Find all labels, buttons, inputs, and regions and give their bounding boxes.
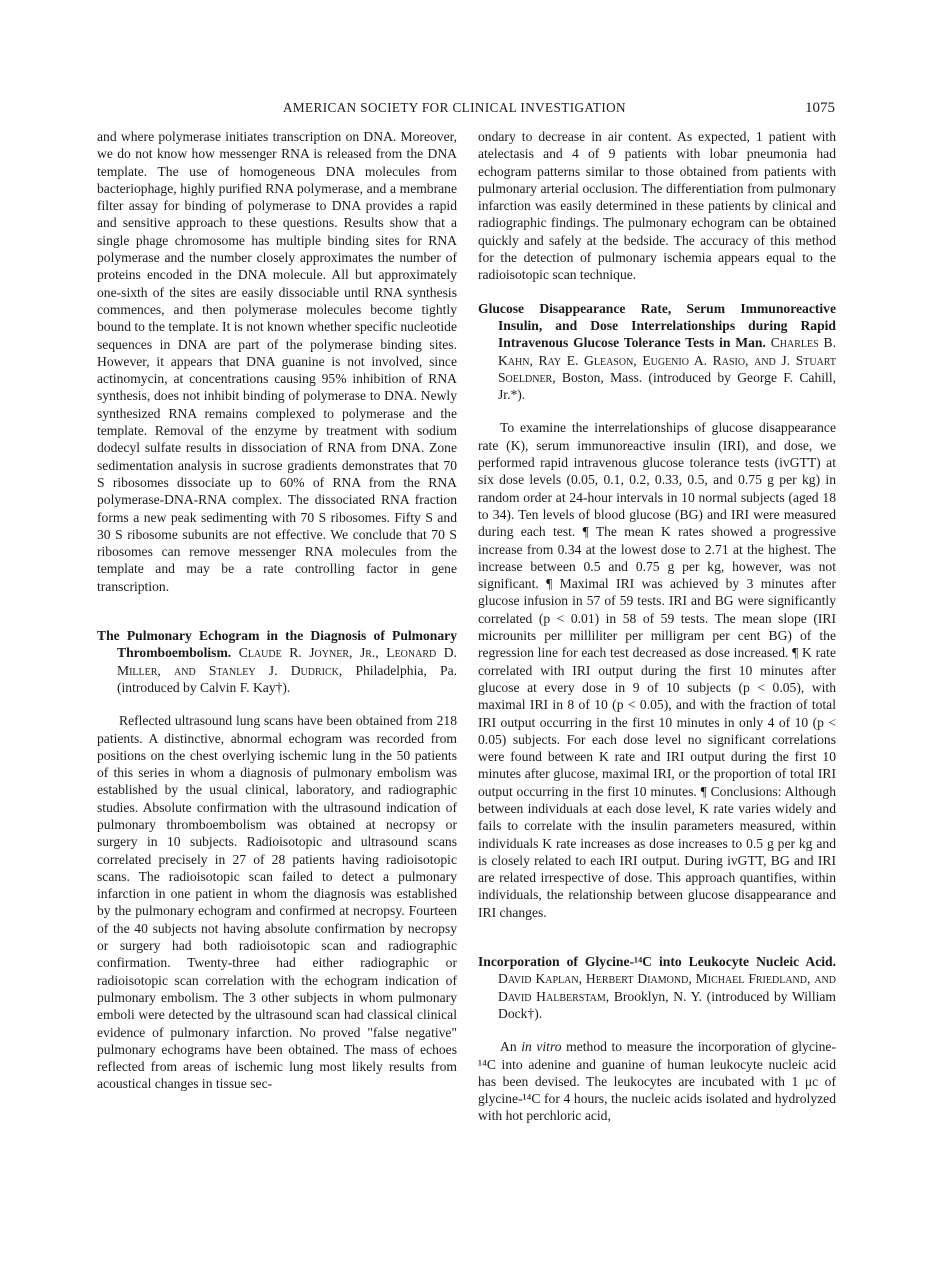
body-text: method to measure the incorporation of glycine-¹⁴C into adenine and guanine of human leukocyte nucleic acid has been devised. The leukocytes are incubated with 1 μc of glycine-¹⁴C for 4 hours, the nucleic acids isolated and hydrolyzed with hot perchloric acid, xyxy=(478,1039,836,1124)
body-prefix: An xyxy=(500,1039,517,1055)
abstract-body: Reflected ultrasound lung scans have been obtained from 218 patients. A distinctive, abnormal echogram was recorded from positions on the chest overlying ischemic lung in the 50 patients of this series in whom a diagnosis of pulmonary embolism was established by the usual clinical, laboratory, and radiographic studies. Absolute confirmation with the ultrasound indication of pulmonary thromboembolism was obtained at necropsy or surgery in 10 subjects. Radioisotopic and ultrasound scans correlated precisely in 27 of 28 patients having radioisotopic scans. The radioisotopic scan failed to detect a pulmonary infarction in one patient in whom the diagnosis was established by the pulmonary echogram and confirmed at necropsy. Fourteen of the 40 subjects not having absolute confirmation by necropsy or surgery had both radioisotopic scan and radiographic confirmation. Twenty-three had either radiographic or radioisotopic scan correlation with the echogram indication of pulmonary embolism. The 3 other subjects in whom pulmonary emboli were detected by the ultrasound scan had classical clinical evidence of pulmonary infarction. No proved "false negative" pulmonary echograms have been obtained. The mass of echoes reflected from areas of ischemic lung most likely results from acoustical changes in tissue sec- xyxy=(97,713,457,1092)
abstract-body: To examine the interrelationships of glucose disappearance rate (K), serum immunoreactive insulin (IRI), and dose, we performed rapid intravenous glucose tolerance tests (ivGTT) at six dose levels (0.05, 0.1, 0.2, 0.33, 0.5, and 0.75 g per kg) in random order at 24-hour intervals in 10 normal subjects (aged 18 to 34). Ten levels of blood glucose (BG) and IRI were measured during each test. ¶ The mean K rates showed a progressive increase from 0.34 at the lowest dose to 2.71 at the highest. The increase between 0.5 and 0.75 g per kg, however, was not significant. ¶ Maximal IRI was achieved by 3 minutes after glucose infusion in 57 of 59 tests. IRI and BG were significantly correlated (p < 0.01) in 58 of 59 tests. The mean slope (IRI microunits per milliliter per milligram per cent BG) of the regression line for each test decreased as dose increased. ¶ K rate correlated with IRI output during the first 10 minutes after glucose at every dose in 9 of 10 subjects (p < 0.05), with maximal IRI in 8 of 10 (p < 0.05), and with the fraction of total IRI output occurring in the first 10 minutes in only 4 of 10 (p < 0.05) subjects. For each dose level no significant correlations were found between K rate and IRI output during the first 10 minutes after glucose, maximal IRI, or the proportion of total IRI output occurring in the first 10 minutes. ¶ Conclusions: Although between individuals at each dose level, K rate varies widely and fails to correlate with the insulin parameters measured, within individuals K rate increases as dose increases to 0.5 g per kg and is closely related to each IRI output. During ivGTT, BG and IRI are related irrespective of dose. This approach quantifies, within individuals, the relationship between glucose disappearance and IRI changes. xyxy=(478,420,836,920)
abstract-heading-glucose-disappearance xyxy=(478,300,836,404)
abstract-authors: Charles B. Kahn, Ray E. Gleason, Eugenio A. Rasio, and J. Stuart Soeldner, xyxy=(498,335,836,385)
abstract-title: Incorporation of Glycine-¹⁴C into Leukocyte Nucleic Acid. xyxy=(478,954,836,970)
abstract-authors: David Kaplan, Herbert Diamond, Michael Friedland, and David Halberstam, xyxy=(498,971,836,1004)
abstract-affiliation: Brooklyn, N. Y. (introduced by William Dock†). xyxy=(498,988,836,1021)
continued-paragraph: ondary to decrease in air content. As expected, 1 patient with atelectasis and 4 of 9 patients with lobar pneumonia had echogram patterns similar to those obtained from patients with pulmonary arterial occlusion. The differentiation from pulmonary infarction was easily determined in these patients by clinical and radiographic findings. The pulmonary echogram can be obtained quickly and safely at the bedside. The accuracy of this method for the detection of pulmonary ischemia appears equal to the radioisotopic scan technique. xyxy=(478,129,836,283)
page-number: 1075 xyxy=(805,100,835,116)
abstract-title: The Pulmonary Echogram in the Diagnosis of Pulmonary Thromboembolism. xyxy=(97,628,457,661)
right-column xyxy=(478,128,836,1125)
body-italic: in vitro xyxy=(521,1039,562,1055)
running-header xyxy=(97,100,835,122)
abstract-authors: Claude R. Joyner, Jr., Leonard D. Miller, and Stanley J. Dudrick, xyxy=(117,645,457,678)
abstract-affiliation: Philadelphia, Pa. (introduced by Calvin F. Kay†). xyxy=(117,662,457,695)
abstract-heading-pulmonary-echogram xyxy=(97,627,457,696)
journal-title: AMERICAN SOCIETY FOR CLINICAL INVESTIGATION xyxy=(283,100,626,115)
left-column xyxy=(97,128,457,1093)
continued-paragraph: and where polymerase initiates transcription on DNA. Moreover, we do not know how messenger RNA is released from the DNA template. The use of homogeneous DNA molecules from bacteriophage, highly purified RNA polymerase, and a membrane filter assay for binding of polymerase to DNA provides a rapid and sensitive approach to these questions. Results show that a single phage chromosome has multiple binding sites for RNA polymerase and the number closely approximates the number of proteins encoded in the DNA molecule. All but approximately one-sixth of the sites are easily dissociable until RNA synthesis commences, and then polymerase molecules become tightly bound to the template. It is not known whether specific nucleotide sequences in DNA are part of the polymerase binding sites. However, it appears that DNA guanine is not involved, since actinomycin, at concentrations causing 95% inhibition of RNA synthesis, does not inhibit binding of polymerase to DNA. Newly synthesized RNA remains complexed to polymerase and the template. Removal of the enzyme by treatment with sodium dodecyl sulfate results in dissociation of RNA from DNA. Zone sedimentation analysis in sucrose gradients demonstrates that 70 S ribosomes dissociate up to 60% of RNA from the RNA polymerase-DNA-RNA complex. The dissociated RNA fraction forms a new peak sedimenting with 70 S ribosomes. Fifty S and 30 S ribosome subunits are not effective. We conclude that 70 S ribosomes can remove messenger RNA molecules from the template and may be a rate controlling factor in gene transcription. xyxy=(97,129,457,594)
abstract-heading-glycine-incorporation xyxy=(478,953,836,1022)
abstract-body xyxy=(478,1038,836,1124)
abstract-affiliation: Boston, Mass. (introduced by George F. Cahill, Jr.*). xyxy=(498,369,836,403)
abstract-title: Glucose Disappearance Rate, Serum Immunoreactive Insulin, and Dose Interrelationships during Rapid Intravenous Glucose Tolerance Tests in Man. xyxy=(478,300,836,351)
